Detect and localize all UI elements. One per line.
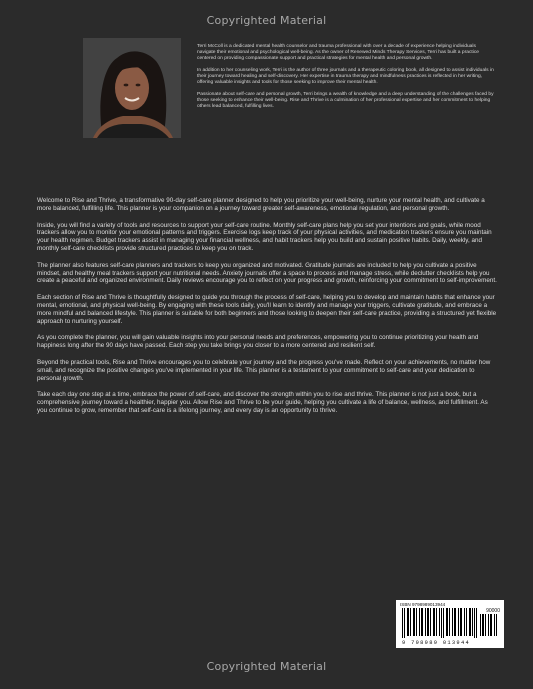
description-paragraph: Beyond the practical tools, Rise and Thrive encourages you to celebrate your journey and the progress you've made. Reflect on your achievements, no matter how small, and recognize the positive changes you've implemented in your life. This planner is a testament to your commitment to self-care and your dedication to personal growth. xyxy=(37,358,491,382)
copyright-watermark-top: Copyrighted Material xyxy=(206,14,327,27)
description-paragraph: Welcome to Rise and Thrive, a transformative 90-day self-care planner designed to help you prioritize your well-being, nurture your mental health, and cultivate a more balanced, fulfilling life. This planner is your companion on a journey toward greater self-awareness, emotional regulation, and personal growth. xyxy=(37,197,485,212)
author-bio xyxy=(197,44,495,116)
isbn-barcode xyxy=(396,600,504,648)
description-paragraph: As you complete the planner, you will gain valuable insights into your personal needs and preferences, empowering you to continue prioritizing your health and happiness long after the 90 days have passed. Each step you take brings you closer to a more centered and resilient self. xyxy=(37,334,479,350)
bio-paragraph: Terri McColl is a dedicated mental health counselor and trauma professional with over a decade of experience helping individuals navigate their emotional and psychological well-being. As the owner of Renewed Minds Therapy Services, Terri has built a practice centered on providing compassionate support and practical strategies for mental health and personal growth. xyxy=(197,44,479,61)
copyright-watermark-bottom: Copyrighted Material xyxy=(206,660,327,673)
description-paragraph: The planner also features self-care planners and trackers to keep you organized and motivated. Gratitude journals are included to help you cultivate a positive mindset, and healthy meal trackers support your nutritional needs. Anxiety journals offer a space to process and manage stress, while declutter checklists help you create a peaceful and organized environment. Daily reviews encourage you to reflect on your progress and growth, reinforcing your commitment to self-improvement. xyxy=(37,261,497,285)
bio-paragraph: Passionate about self-care and personal growth, Terri brings a wealth of knowledge and a deep understanding of the challenges faced by those seeking to enhance their well-being. Rise and Thrive is a culmination of her professional expertise and her commitment to helping others lead balanced, fulfilling lives. xyxy=(197,92,494,109)
book-description xyxy=(37,197,497,424)
description-paragraph: Inside, you will find a variety of tools and resources to support your self-care routine. Monthly self-care plans help you set your intentions and goals, while mood trackers allow you to monitor your emotional patterns and triggers. Exercise logs keep track of your physical activities, and medication trackers ensure you maintain your health regimen. Budget trackers assist in managing your financial wellness, and habit trackers help you build and sustain positive habits. Daily, weekly, and monthly self-care checklists provide structured practices to keep you on track. xyxy=(37,221,492,252)
description-paragraph: Each section of Rise and Thrive is thoughtfully designed to guide you through the process of self-care, helping you to develop and maintain habits that enhance your mental, emotional, and physical well-being. By engaging with these tools daily, you'll learn to identify and manage your triggers, cultivate gratitude, and embrace a more mindful and balanced lifestyle. This planner is suitable for both beginners and those looking to deepen their self-care practice, providing a structured yet flexible approach to nurturing yourself. xyxy=(37,294,497,325)
isbn-digits: 9 798989 013944 xyxy=(402,640,471,646)
bio-paragraph: In addition to her counseling work, Terri is the author of three journals and a therapeutic coloring book, all designed to assist individuals in their journey toward healing and self-discovery. Her expertise in trauma therapy and mindfulness practices is reflected in her writing, offering valuable insights and tools for those seeking to improve their mental health. xyxy=(197,68,494,85)
author-photo xyxy=(83,38,181,138)
isbn-label: ISBN 9798989013944 xyxy=(400,602,446,607)
description-paragraph: Take each day one step at a time, embrace the power of self-care, and discover the strength within you to rise and thrive. This planner is not just a book, but a comprehensive journey toward a healthier, happier you. Allow Rise and Thrive to be your guide, helping you cultivate a life of balance, wellness, and fulfillment. As you continue to grow, remember that self-care is a lifelong journey, and every day is an opportunity to thrive. xyxy=(37,391,488,414)
price-code: 90000 xyxy=(486,608,500,614)
